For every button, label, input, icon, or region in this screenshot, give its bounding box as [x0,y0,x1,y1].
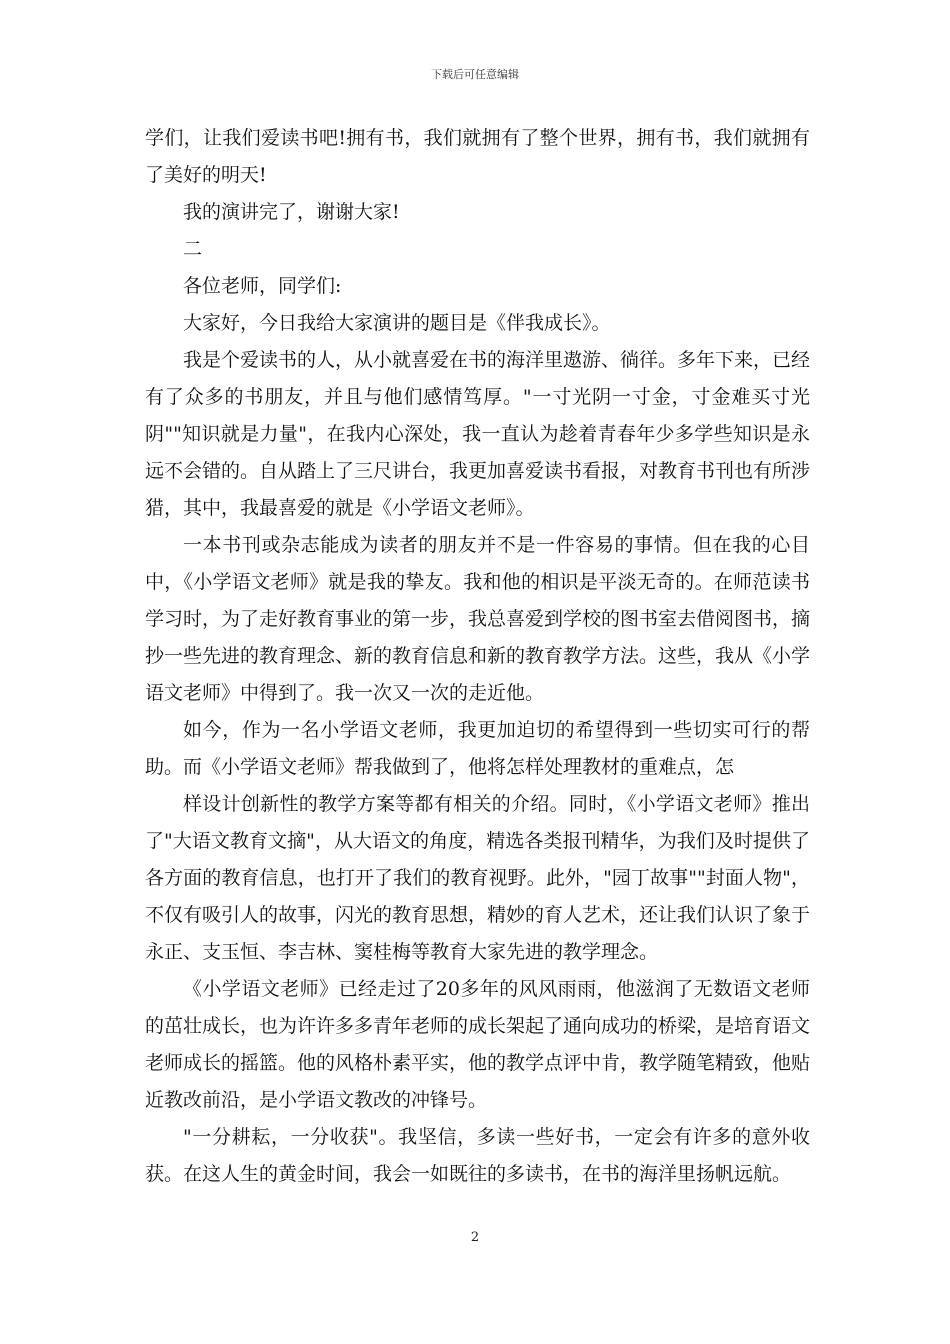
paragraph-7: 一本书刊或杂志能成为读者的朋友并不是一件容易的事情。但在我的心目中，《小学语文老师》就是我的挚友。我和他的相识是平淡无奇的。在师范读书学习时，为了走好教育事业的第一步，我总喜爱到学校的图书室去借阅图书，摘抄一些先进的教育理念、新的教育信息和新的教育教学方法。这些，我从《小学语文老师》中得到了。我一次又一次的走近他。 [145,534,811,704]
section-number: 二 [183,238,203,260]
salutation: 各位老师，同学们: [183,275,342,297]
page-number: 2 [470,1230,480,1245]
paragraph-10: 《小学语文老师》已经走过了20多年的风风雨雨，他滋润了无数语文老师的茁壮成长，也为许许多多青年老师的成长架起了通向成功的桥梁，是培育语文老师成长的摇篮。他的风格朴素平实，他的教学点评中肯，教学随笔精致，他贴近教改前沿，是小学语文教改的冲锋号。 [145,978,811,1111]
paragraph-2: 我的演讲完了，谢谢大家! [183,201,400,223]
paragraph-8: 如今，作为一名小学语文老师，我更加迫切的希望得到一些切实可行的帮助。而《小学语文老师》帮我做到了，他将怎样处理教材的重难点，怎 [145,719,810,778]
document-body [145,120,810,1193]
paragraph-11: "一分耕耘，一分收获"。我坚信，多读一些好书，一定会有许多的意外收获。在这人生的黄金时间，我会一如既往的多读书，在书的海洋里扬帆远航。 [145,1126,810,1185]
paragraph-5: 大家好，今日我给大家演讲的题目是《伴我成长》。 [183,312,611,334]
page-header: 下载后可任意编辑 [431,68,519,81]
paragraph-1: 学们，让我们爱读书吧!拥有书，我们就拥有了整个世界，拥有书，我们就拥有了美好的明天! [145,127,810,186]
paragraph-6: 我是个爱读书的人，从小就喜爱在书的海洋里遨游、徜徉。多年下来，已经有了众多的书朋友，并且与他们感情笃厚。"一寸光阴一寸金，寸金难买寸光阴""知识就是力量"，在我内心深处，我一直认为趁着青春年少多学些知识是永远不会错的。自从踏上了三尺讲台，我更加喜爱读书看报，对教育书刊也有所涉猎，其中，我最喜爱的就是《小学语文老师》。 [145,349,811,519]
paragraph-9: 样设计创新性的教学方案等都有相关的介绍。同时，《小学语文老师》推出了"大语文教育文摘"，从大语文的角度，精选各类报刊精华，为我们及时提供了各方面的教育信息，也打开了我们的教育视野。此外，"园丁故事""封面人物"，不仅有吸引人的故事，闪光的教育思想，精妙的育人艺术，还让我们认识了象于永正、支玉恒、李吉林、窦桂梅等教育大家先进的教学理念。 [145,793,811,963]
